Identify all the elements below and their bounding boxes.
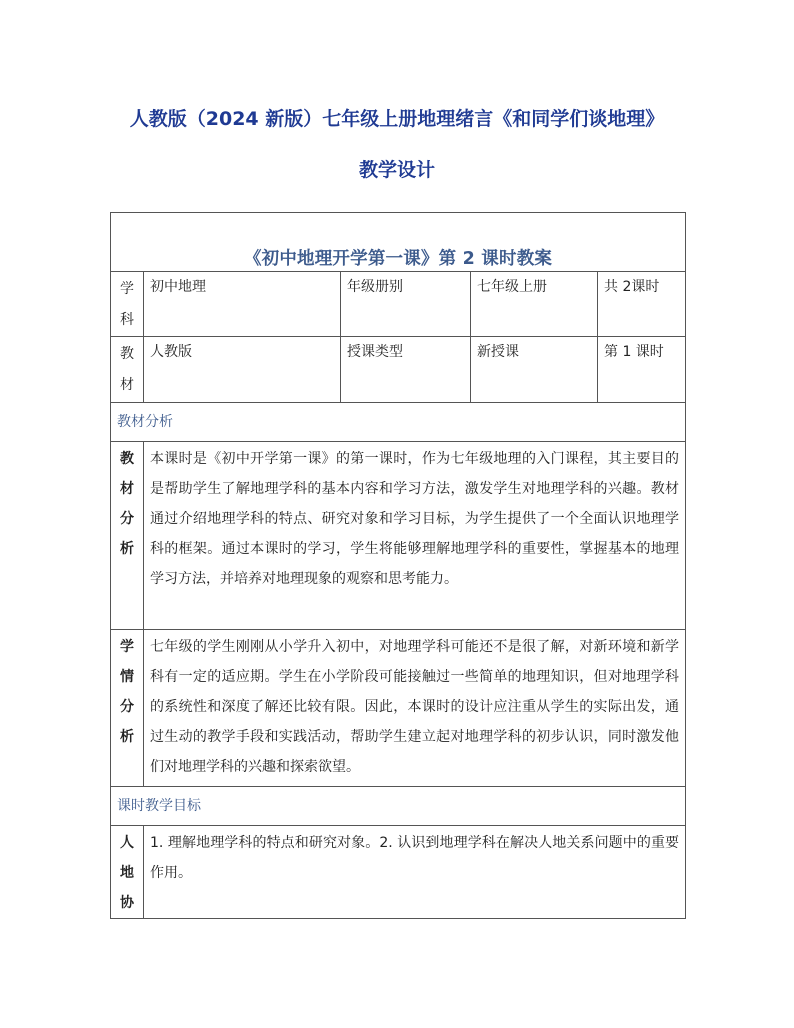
label-char: 协 [120, 895, 134, 911]
label-char: 材 [120, 377, 134, 393]
section-row-goals [111, 787, 686, 826]
caption-row [111, 213, 686, 272]
label-char: 科 [120, 312, 134, 328]
label-char: 教 [120, 346, 134, 362]
caption-cell [111, 213, 686, 272]
section-heading: 教材分析 [111, 403, 686, 442]
learner-text: 七年级的学生刚刚从小学升入初中，对地理学科可能还不是很了解，对新环境和新学科有一定的适应期。学生在小学阶段可能接触过一些简单的地理知识，但对地理学科的系统性和深度了解还比较有限。因此，本课时的设计应注重从学生的实际出发，通过生动的教学手段和实践活动，帮助学生建立起对地理学科的初步认识，同时激发他们对地理学科的兴趣和探索欲望。 [144, 630, 686, 787]
textbook-value: 人教版 [144, 337, 341, 403]
document-title: 人教版（2024 新版）七年级上册地理绪言《和同学们谈地理》 [129, 108, 665, 130]
label-char: 人 [120, 835, 134, 851]
label-char: 地 [120, 865, 134, 881]
lesson-type-value: 新授课 [471, 337, 598, 403]
lesson-plan-table [110, 212, 686, 919]
analysis-text: 本课时是《初中开学第一课》的第一课时，作为七年级地理的入门课程，其主要目的是帮助学生了解地理学科的基本内容和学习方法，激发学生对地理学科的兴趣。教材通过介绍地理学科的特点、研究对象和学习目标，为学生提供了一个全面认识地理学科的框架。通过本课时的学习，学生将能够理解地理学科的重要性，掌握基本的地理学习方法，并培养对地理现象的观察和思考能力。 [144, 442, 686, 630]
section-row-textbook-analysis [111, 403, 686, 442]
learner-row [111, 630, 686, 787]
label-char: 教 [120, 451, 134, 467]
section-heading: 课时教学目标 [111, 787, 686, 826]
goal-label [111, 826, 144, 919]
goal-text: 1. 理解地理学科的特点和研究对象。2. 认识到地理学科在解决人地关系问题中的重要作用。 [144, 826, 686, 919]
subject-label [111, 272, 144, 337]
goal-row [111, 826, 686, 919]
label-char: 学 [120, 639, 134, 655]
label-char: 学 [120, 281, 134, 297]
textbook-row [111, 337, 686, 403]
analysis-row [111, 442, 686, 630]
total-periods: 共 2课时 [598, 272, 686, 337]
subject-row [111, 272, 686, 337]
label-char: 分 [120, 699, 134, 715]
analysis-label [111, 442, 144, 630]
label-char: 情 [120, 669, 134, 685]
grade-value: 七年级上册 [471, 272, 598, 337]
label-char: 材 [120, 481, 134, 497]
learner-label [111, 630, 144, 787]
document-subtitle: 教学设计 [358, 159, 435, 181]
label-char: 分 [120, 511, 134, 527]
label-char: 析 [120, 729, 134, 745]
current-period: 第 1 课时 [598, 337, 686, 403]
label-char: 析 [120, 541, 134, 557]
lesson-caption: 《初中地理开学第一课》第 2 课时教案 [243, 249, 553, 269]
lesson-type-label: 授课类型 [341, 337, 471, 403]
textbook-label [111, 337, 144, 403]
grade-label: 年级册别 [341, 272, 471, 337]
subject-value: 初中地理 [144, 272, 341, 337]
